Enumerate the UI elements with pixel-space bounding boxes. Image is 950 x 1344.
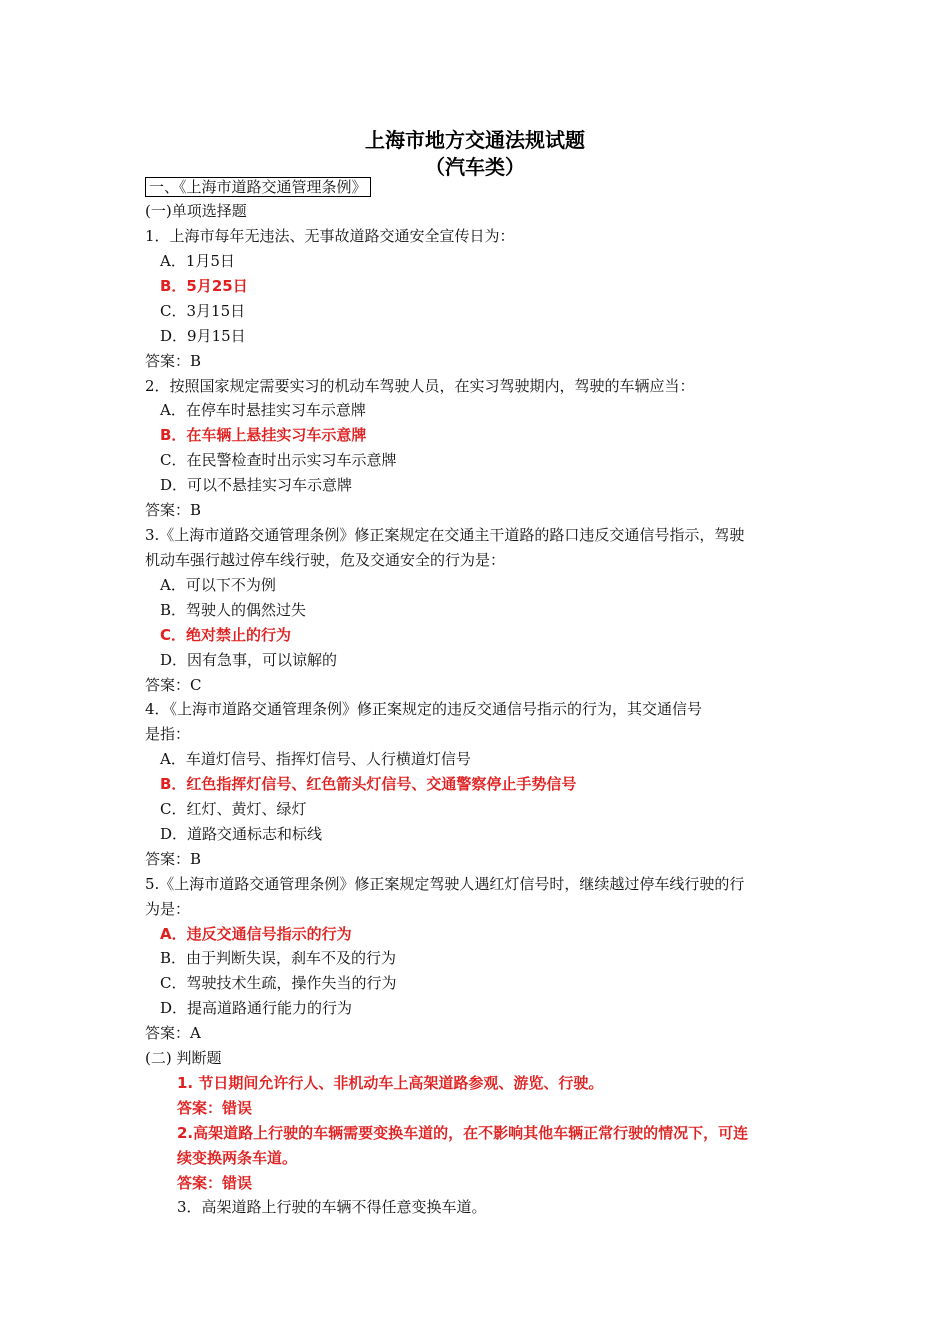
- question-stem-continued: 机动车强行越过停车线行驶，危及交通安全的行为是：: [145, 551, 506, 569]
- question-stem: 3.《上海市道路交通管理条例》修正案规定在交通主干道路的路口违反交通信号指示，驾驶: [145, 526, 745, 544]
- judgment-stem-continued: 续变换两条车道。: [177, 1149, 298, 1167]
- correct-option: A．违反交通信号指示的行为: [160, 925, 352, 943]
- question-stem: 2．按照国家规定需要实习的机动车驾驶人员，在实习驾驶期内，驾驶的车辆应当：: [145, 377, 695, 395]
- answer: 答案：A: [145, 1024, 201, 1042]
- correct-option: B．在车辆上悬挂实习车示意牌: [160, 426, 367, 444]
- question-stem: 5.《上海市道路交通管理条例》修正案规定驾驶人遇红灯信号时，继续越过停车线行驶的行: [145, 875, 745, 893]
- option: B．由于判断失误，刹车不及的行为: [160, 949, 397, 967]
- option: A．可以下不为例: [160, 576, 276, 594]
- answer: 答案：B: [145, 501, 202, 519]
- question-stem: 1．上海市每年无违法、无事故道路交通安全宣传日为：: [145, 227, 515, 245]
- option: A．1月5日: [160, 252, 235, 270]
- option: D．可以不悬挂实习车示意牌: [160, 476, 353, 494]
- option: C．在民警检查时出示实习车示意牌: [160, 451, 397, 469]
- judgment-stem: 3．高架道路上行驶的车辆不得任意变换车道。: [177, 1198, 487, 1216]
- page-subtitle: （汽车类）: [425, 155, 525, 179]
- subsection-heading: (一)单项选择题: [145, 202, 247, 220]
- option: A．车道灯信号、指挥灯信号、人行横道灯信号: [160, 750, 471, 768]
- answer: 答案：B: [145, 352, 202, 370]
- judgment-stem: 2.高架道路上行驶的车辆需要变换车道的，在不影响其他车辆正常行驶的情况下，可连: [177, 1124, 749, 1142]
- option: D．提高道路通行能力的行为: [160, 999, 353, 1017]
- option: C．红灯、黄灯、绿灯: [160, 800, 307, 818]
- question-stem-continued: 是指：: [145, 725, 191, 743]
- option: D．因有急事，可以谅解的: [160, 651, 338, 669]
- option: D．9月15日: [160, 327, 246, 345]
- judgment-stem: 1. 节日期间允许行人、非机动车上高架道路参观、游览、行驶。: [177, 1074, 604, 1092]
- option: C．3月15日: [160, 302, 246, 320]
- correct-option: C．绝对禁止的行为: [160, 626, 292, 644]
- option: A．在停车时悬挂实习车示意牌: [160, 401, 366, 419]
- answer: 答案：C: [145, 676, 202, 694]
- answer: 答案：B: [145, 850, 202, 868]
- page-title: 上海市地方交通法规试题: [365, 128, 585, 152]
- option: D．道路交通标志和标线: [160, 825, 323, 843]
- subsection-heading: (二) 判断题: [145, 1049, 222, 1067]
- option: B．驾驶人的偶然过失: [160, 601, 307, 619]
- judgment-answer: 答案：错误: [177, 1174, 253, 1192]
- section-heading: 一、《上海市道路交通管理条例》: [145, 177, 371, 197]
- question-stem-continued: 为是：: [145, 900, 191, 918]
- correct-option: B．5月25日: [160, 277, 248, 295]
- question-stem: 4．《上海市道路交通管理条例》修正案规定的违反交通信号指示的行为，其交通信号: [145, 700, 703, 718]
- judgment-answer: 答案：错误: [177, 1099, 253, 1117]
- option: C．驾驶技术生疏，操作失当的行为: [160, 974, 397, 992]
- correct-option: B．红色指挥灯信号、红色箭头灯信号、交通警察停止手势信号: [160, 775, 577, 793]
